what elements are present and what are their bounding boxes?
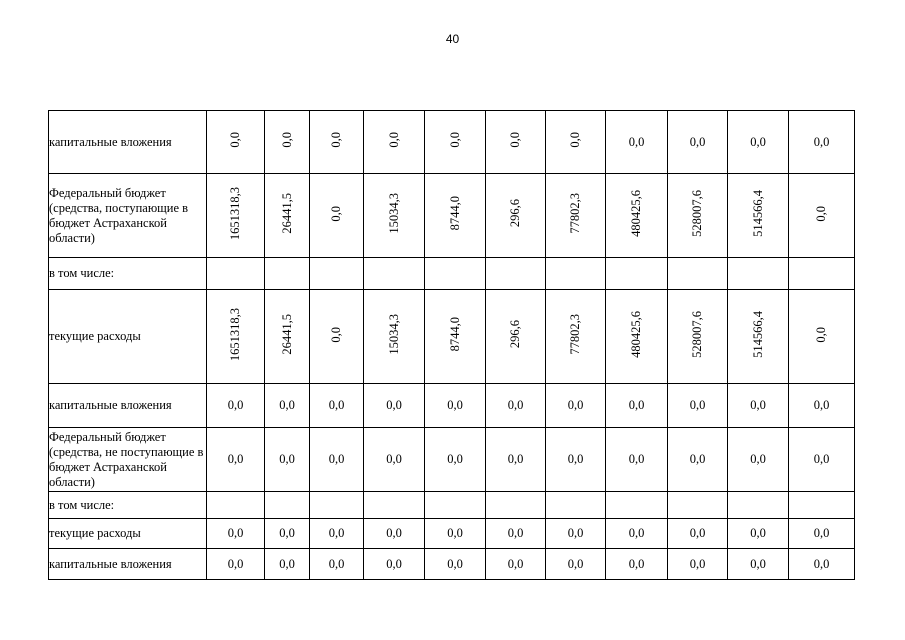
table-cell: 0,0 bbox=[425, 549, 486, 580]
cell-value: 514566,4 bbox=[750, 311, 765, 358]
table-row bbox=[49, 519, 855, 549]
table-cell bbox=[789, 492, 855, 519]
table-cell bbox=[728, 492, 789, 519]
table-cell bbox=[546, 174, 606, 258]
table-cell: 0,0 bbox=[668, 428, 728, 492]
table-cell: 0,0 bbox=[425, 384, 486, 428]
table-cell bbox=[606, 174, 668, 258]
table-cell: 0,0 bbox=[310, 384, 364, 428]
table-cell bbox=[425, 111, 486, 174]
row-label: Федеральный бюджет (средства, поступающие в бюджет Астраханской области) bbox=[49, 174, 207, 258]
table-cell bbox=[486, 258, 546, 290]
table-cell bbox=[728, 174, 789, 258]
table-row bbox=[49, 428, 855, 492]
table-cell bbox=[425, 258, 486, 290]
table-cell bbox=[265, 111, 310, 174]
table-cell: 0,0 bbox=[728, 549, 789, 580]
table-cell: 0,0 bbox=[486, 519, 546, 549]
table-cell bbox=[789, 290, 855, 384]
table-cell bbox=[486, 492, 546, 519]
table-cell: 0,0 bbox=[425, 519, 486, 549]
row-label: Федеральный бюджет (средства, не поступающие в бюджет Астраханской области) bbox=[49, 428, 207, 492]
table-cell bbox=[606, 492, 668, 519]
table-cell: 0,0 bbox=[425, 428, 486, 492]
table-cell bbox=[364, 111, 425, 174]
table-cell: 0,0 bbox=[668, 111, 728, 174]
table-cell: 0,0 bbox=[789, 428, 855, 492]
table-row bbox=[49, 549, 855, 580]
table-cell bbox=[425, 290, 486, 384]
table-row bbox=[49, 258, 855, 290]
table-cell bbox=[668, 258, 728, 290]
table-cell: 0,0 bbox=[310, 549, 364, 580]
table-row bbox=[49, 384, 855, 428]
table-cell bbox=[207, 174, 265, 258]
table-cell bbox=[546, 111, 606, 174]
table-cell bbox=[364, 290, 425, 384]
cell-value: 0,0 bbox=[447, 132, 462, 148]
row-label: в том числе: bbox=[49, 492, 207, 519]
table-cell: 0,0 bbox=[546, 428, 606, 492]
table-cell bbox=[486, 111, 546, 174]
table-cell bbox=[364, 174, 425, 258]
cell-value: 0,0 bbox=[814, 326, 828, 343]
table-row bbox=[49, 290, 855, 384]
table-cell: 0,0 bbox=[546, 384, 606, 428]
table-cell: 0,0 bbox=[668, 519, 728, 549]
table-cell: 0,0 bbox=[728, 384, 789, 428]
table-cell bbox=[486, 174, 546, 258]
table-cell bbox=[728, 258, 789, 290]
table-cell bbox=[207, 492, 265, 519]
budget-table bbox=[48, 110, 855, 580]
table-cell: 0,0 bbox=[265, 428, 310, 492]
table-cell bbox=[207, 290, 265, 384]
table-row bbox=[49, 492, 855, 519]
cell-value: 8744,0 bbox=[447, 196, 462, 231]
table-cell: 0,0 bbox=[606, 111, 668, 174]
table-cell: 0,0 bbox=[265, 549, 310, 580]
row-label: в том числе: bbox=[49, 258, 207, 290]
table-cell: 0,0 bbox=[606, 384, 668, 428]
cell-value: 0,0 bbox=[568, 132, 582, 148]
table-cell: 0,0 bbox=[668, 549, 728, 580]
table-cell: 0,0 bbox=[728, 428, 789, 492]
row-label: капитальные вложения bbox=[49, 111, 207, 174]
table-cell bbox=[728, 290, 789, 384]
table-cell: 0,0 bbox=[207, 519, 265, 549]
table-cell: 0,0 bbox=[668, 384, 728, 428]
table-cell: 0,0 bbox=[486, 428, 546, 492]
table-row bbox=[49, 174, 855, 258]
table-cell bbox=[486, 290, 546, 384]
table-cell: 0,0 bbox=[310, 519, 364, 549]
table-cell: 0,0 bbox=[364, 519, 425, 549]
table-cell: 0,0 bbox=[606, 549, 668, 580]
table-cell bbox=[207, 258, 265, 290]
cell-value: 0,0 bbox=[329, 326, 343, 343]
table-cell: 0,0 bbox=[789, 384, 855, 428]
table-cell: 0,0 bbox=[486, 549, 546, 580]
cell-value: 296,6 bbox=[508, 199, 522, 228]
cell-value: 15034,3 bbox=[386, 193, 401, 234]
table-cell bbox=[265, 290, 310, 384]
cell-value: 528007,6 bbox=[690, 311, 704, 358]
cell-value: 296,6 bbox=[508, 320, 522, 349]
cell-value: 0,0 bbox=[279, 132, 294, 148]
table-cell bbox=[789, 174, 855, 258]
table-cell: 0,0 bbox=[265, 384, 310, 428]
cell-value: 528007,6 bbox=[690, 190, 704, 237]
cell-value: 0,0 bbox=[508, 132, 522, 148]
table-cell: 0,0 bbox=[728, 111, 789, 174]
table-cell: 0,0 bbox=[207, 549, 265, 580]
cell-value: 26441,5 bbox=[279, 193, 294, 234]
table-cell bbox=[668, 290, 728, 384]
cell-value: 77802,3 bbox=[568, 193, 582, 234]
table-cell bbox=[606, 290, 668, 384]
table-cell bbox=[546, 492, 606, 519]
table-cell bbox=[425, 492, 486, 519]
table-cell bbox=[606, 258, 668, 290]
table-cell bbox=[310, 258, 364, 290]
row-label: капитальные вложения bbox=[49, 384, 207, 428]
table-cell bbox=[546, 290, 606, 384]
table-cell bbox=[310, 492, 364, 519]
table-cell: 0,0 bbox=[364, 384, 425, 428]
table-cell bbox=[789, 258, 855, 290]
table-cell: 0,0 bbox=[789, 549, 855, 580]
table-cell bbox=[668, 492, 728, 519]
table-cell: 0,0 bbox=[789, 111, 855, 174]
table-cell bbox=[668, 174, 728, 258]
table-cell bbox=[364, 258, 425, 290]
table-cell bbox=[310, 111, 364, 174]
cell-value: 8744,0 bbox=[447, 317, 462, 352]
cell-value: 480425,6 bbox=[629, 311, 643, 358]
cell-value: 0,0 bbox=[329, 132, 343, 148]
table-cell: 0,0 bbox=[546, 549, 606, 580]
cell-value: 26441,5 bbox=[279, 314, 294, 355]
table-cell: 0,0 bbox=[486, 384, 546, 428]
table-cell bbox=[310, 290, 364, 384]
table-row bbox=[49, 111, 855, 174]
row-label: капитальные вложения bbox=[49, 549, 207, 580]
table-cell: 0,0 bbox=[265, 519, 310, 549]
table-cell: 0,0 bbox=[546, 519, 606, 549]
table-cell: 0,0 bbox=[364, 428, 425, 492]
cell-value: 0,0 bbox=[386, 132, 401, 148]
cell-value: 480425,6 bbox=[629, 190, 643, 237]
table-cell: 0,0 bbox=[310, 428, 364, 492]
cell-value: 0,0 bbox=[814, 205, 828, 222]
table-cell: 0,0 bbox=[207, 384, 265, 428]
cell-value: 0,0 bbox=[329, 205, 343, 222]
table-cell bbox=[364, 492, 425, 519]
table-cell: 0,0 bbox=[606, 519, 668, 549]
table-cell: 0,0 bbox=[728, 519, 789, 549]
table-cell: 0,0 bbox=[364, 549, 425, 580]
row-label: текущие расходы bbox=[49, 290, 207, 384]
table-cell bbox=[310, 174, 364, 258]
table-cell bbox=[207, 111, 265, 174]
table-cell: 0,0 bbox=[606, 428, 668, 492]
table-cell bbox=[546, 258, 606, 290]
table-cell bbox=[265, 174, 310, 258]
table-cell: 0,0 bbox=[207, 428, 265, 492]
cell-value: 1651318,3 bbox=[228, 186, 242, 241]
row-label: текущие расходы bbox=[49, 519, 207, 549]
cell-value: 77802,3 bbox=[568, 314, 582, 355]
cell-value: 514566,4 bbox=[750, 190, 765, 237]
table-cell bbox=[265, 492, 310, 519]
table-cell bbox=[425, 174, 486, 258]
page-number: 40 bbox=[445, 32, 460, 46]
table-cell: 0,0 bbox=[789, 519, 855, 549]
cell-value: 0,0 bbox=[228, 132, 242, 148]
table-cell bbox=[265, 258, 310, 290]
cell-value: 1651318,3 bbox=[228, 307, 242, 362]
cell-value: 15034,3 bbox=[386, 314, 401, 355]
